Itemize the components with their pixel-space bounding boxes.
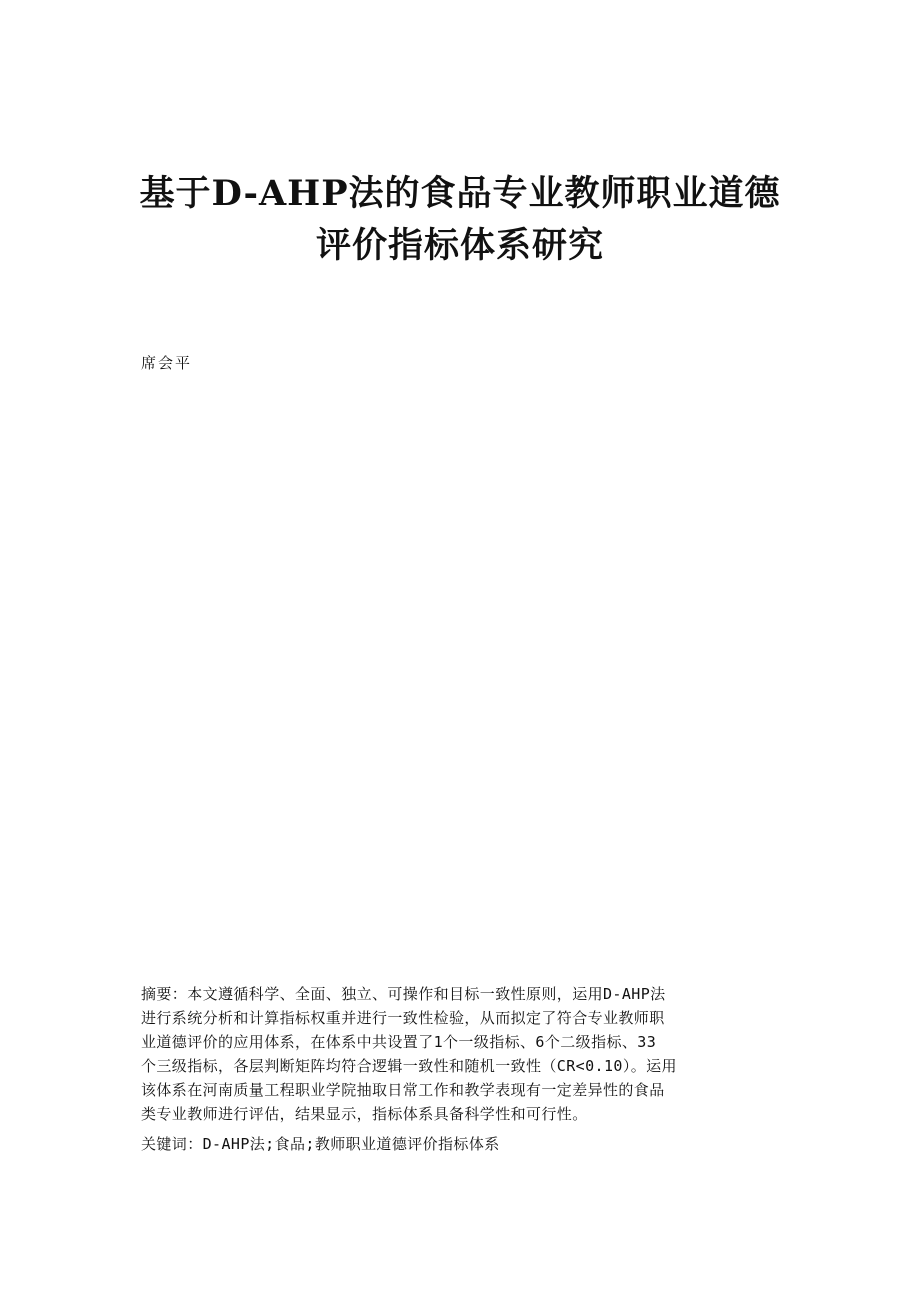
abstract-line: 业道德评价的应用体系，在体系中共设置了1个一级指标、6个二级指标、33	[141, 1033, 657, 1051]
paper-title	[80, 168, 840, 272]
abstract-line: 该体系在河南质量工程职业学院抽取日常工作和教学表现有一定差异性的食品	[141, 1081, 665, 1099]
author-name: 席会平	[141, 354, 193, 372]
keywords: 关键词：D-AHP法;食品;教师职业道德评价指标体系	[141, 1135, 500, 1153]
title-line-1: 基于D-AHP法的食品专业教师职业道德	[139, 173, 781, 214]
abstract-line: 进行系统分析和计算指标权重并进行一致性检验，从而拟定了符合专业教师职	[141, 1009, 665, 1027]
title-line-2: 评价指标体系研究	[315, 225, 604, 266]
abstract-line: 类专业教师进行评估，结果显示，指标体系具备科学性和可行性。	[141, 1105, 588, 1123]
abstract	[141, 982, 781, 1126]
abstract-line: 个三级指标，各层判断矩阵均符合逻辑一致性和随机一致性（CR<0.10）。运用	[141, 1057, 677, 1075]
abstract-line: 摘要：本文遵循科学、全面、独立、可操作和目标一致性原则，运用D-AHP法	[141, 985, 666, 1003]
